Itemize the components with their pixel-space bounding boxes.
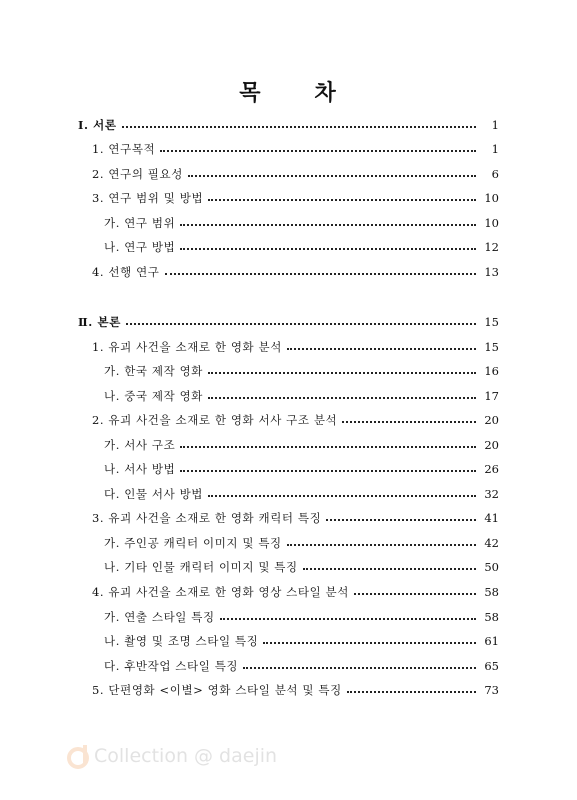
toc-entry [92, 263, 499, 281]
dot-leader [208, 495, 476, 497]
toc-entry-page: 1 [491, 118, 499, 132]
toc-entry-page: 41 [484, 511, 499, 525]
toc-entry-label: 2. 연구의 필요성 [92, 167, 183, 181]
toc-entry [104, 460, 499, 478]
toc-entry-page: 50 [484, 560, 499, 574]
toc-entry [104, 362, 499, 380]
toc-entry [92, 681, 499, 699]
toc-entry-page: 12 [484, 240, 499, 254]
toc-entry-label: 나. 기타 인물 캐릭터 이미지 및 특징 [104, 560, 298, 574]
toc-entry [104, 608, 499, 626]
toc-entry [104, 657, 499, 675]
dot-leader [342, 421, 476, 423]
toc-entry-label: 나. 촬영 및 조명 스타일 특징 [104, 634, 259, 648]
dcollection-logo-icon [66, 743, 92, 769]
toc-entry-label: 1. 연구목적 [92, 142, 156, 156]
dot-leader [180, 248, 476, 250]
dot-leader [208, 372, 476, 374]
toc-entry [104, 387, 499, 405]
toc-entry [104, 632, 499, 650]
toc-entry [92, 411, 499, 429]
toc-entry-label: 가. 한국 제작 영화 [104, 364, 203, 378]
toc-entry-page: 61 [484, 634, 499, 648]
dot-leader [165, 273, 476, 275]
toc-entry [92, 509, 499, 527]
toc-entry [104, 214, 499, 232]
dot-leader [180, 224, 476, 226]
toc-entry [92, 140, 499, 158]
toc-entry [104, 436, 499, 454]
toc-entry-page: 26 [484, 462, 499, 476]
toc-entry-page: 10 [484, 216, 499, 230]
dot-leader [126, 323, 476, 325]
dot-leader [208, 199, 476, 201]
toc-entry-label: 3. 유괴 사건을 소재로 한 영화 캐릭터 특징 [92, 511, 322, 525]
toc-entry-page: 10 [484, 191, 499, 205]
toc-entry-page: 15 [484, 315, 499, 329]
dot-leader [347, 691, 476, 693]
toc-entry-page: 32 [484, 487, 499, 501]
title-left: 목 [239, 81, 263, 106]
toc-entry-label: 가. 서사 구조 [104, 438, 176, 452]
dot-leader [326, 519, 476, 521]
toc-entry-label: 가. 주인공 캐릭터 이미지 및 특징 [104, 536, 282, 550]
toc-entry [92, 189, 499, 207]
dot-leader [220, 618, 476, 620]
toc-entry [104, 485, 499, 503]
toc-entry-label: 다. 인물 서사 방법 [104, 487, 203, 501]
dot-leader [243, 667, 476, 669]
toc-entry-label: Ⅰ. 서론 [78, 118, 117, 132]
toc-entry-page: 6 [491, 167, 499, 181]
toc-entry-page: 65 [484, 659, 499, 673]
dot-leader [208, 397, 476, 399]
dot-leader [303, 568, 476, 570]
toc-entry-label: 4. 선행 연구 [92, 265, 160, 279]
toc-entry [104, 558, 499, 576]
toc-entry-label: 가. 연출 스타일 특징 [104, 610, 215, 624]
dot-leader [160, 150, 476, 152]
dot-leader [354, 593, 476, 595]
toc-entry-label: 나. 중국 제작 영화 [104, 389, 203, 403]
watermark [66, 743, 277, 769]
toc-entry-page: 15 [484, 340, 499, 354]
toc-entry-label: 3. 연구 범위 및 방법 [92, 191, 204, 205]
toc-entry [78, 116, 499, 134]
dot-leader [180, 446, 476, 448]
toc-entry-label: 가. 연구 범위 [104, 216, 176, 230]
toc-entry-label: 2. 유괴 사건을 소재로 한 영화 서사 구조 분석 [92, 413, 338, 427]
toc-entry-page: 17 [484, 389, 499, 403]
toc-entry-label: 나. 연구 방법 [104, 240, 176, 254]
toc-entry [78, 313, 499, 331]
toc-entry-page: 73 [484, 683, 499, 697]
toc-entry [92, 583, 499, 601]
toc-entry-label: 다. 후반작업 스타일 특징 [104, 659, 239, 673]
toc-entry-label: 1. 유괴 사건을 소재로 한 영화 분석 [92, 340, 282, 354]
toc-entry-label: Ⅱ. 본론 [78, 315, 121, 329]
dot-leader [122, 126, 476, 128]
toc-entry-page: 13 [484, 265, 499, 279]
toc-entry [104, 238, 499, 256]
toc-entry-page: 42 [484, 536, 499, 550]
toc-entry-page: 58 [484, 610, 499, 624]
dot-leader [287, 544, 476, 546]
toc-entry-label: 5. 단편영화 <이별> 영화 스타일 분석 및 특징 [92, 683, 342, 697]
dot-leader [263, 642, 476, 644]
dot-leader [287, 348, 476, 350]
toc-entry-page: 58 [484, 585, 499, 599]
toc-entry [92, 165, 499, 183]
dot-leader [188, 175, 476, 177]
watermark-text: Collection @ daejin [94, 745, 278, 767]
title-right: 차 [314, 81, 338, 106]
toc-entry-page: 20 [484, 413, 499, 427]
toc-entry-page: 16 [484, 364, 499, 378]
dot-leader [180, 470, 476, 472]
toc-entry-label: 4. 유괴 사건을 소재로 한 영화 영상 스타일 분석 [92, 585, 349, 599]
toc-entry-page: 1 [491, 142, 499, 156]
toc-entry [92, 338, 499, 356]
toc-entry-page: 20 [484, 438, 499, 452]
toc-entry [104, 534, 499, 552]
toc-entry-label: 나. 서사 방법 [104, 462, 176, 476]
